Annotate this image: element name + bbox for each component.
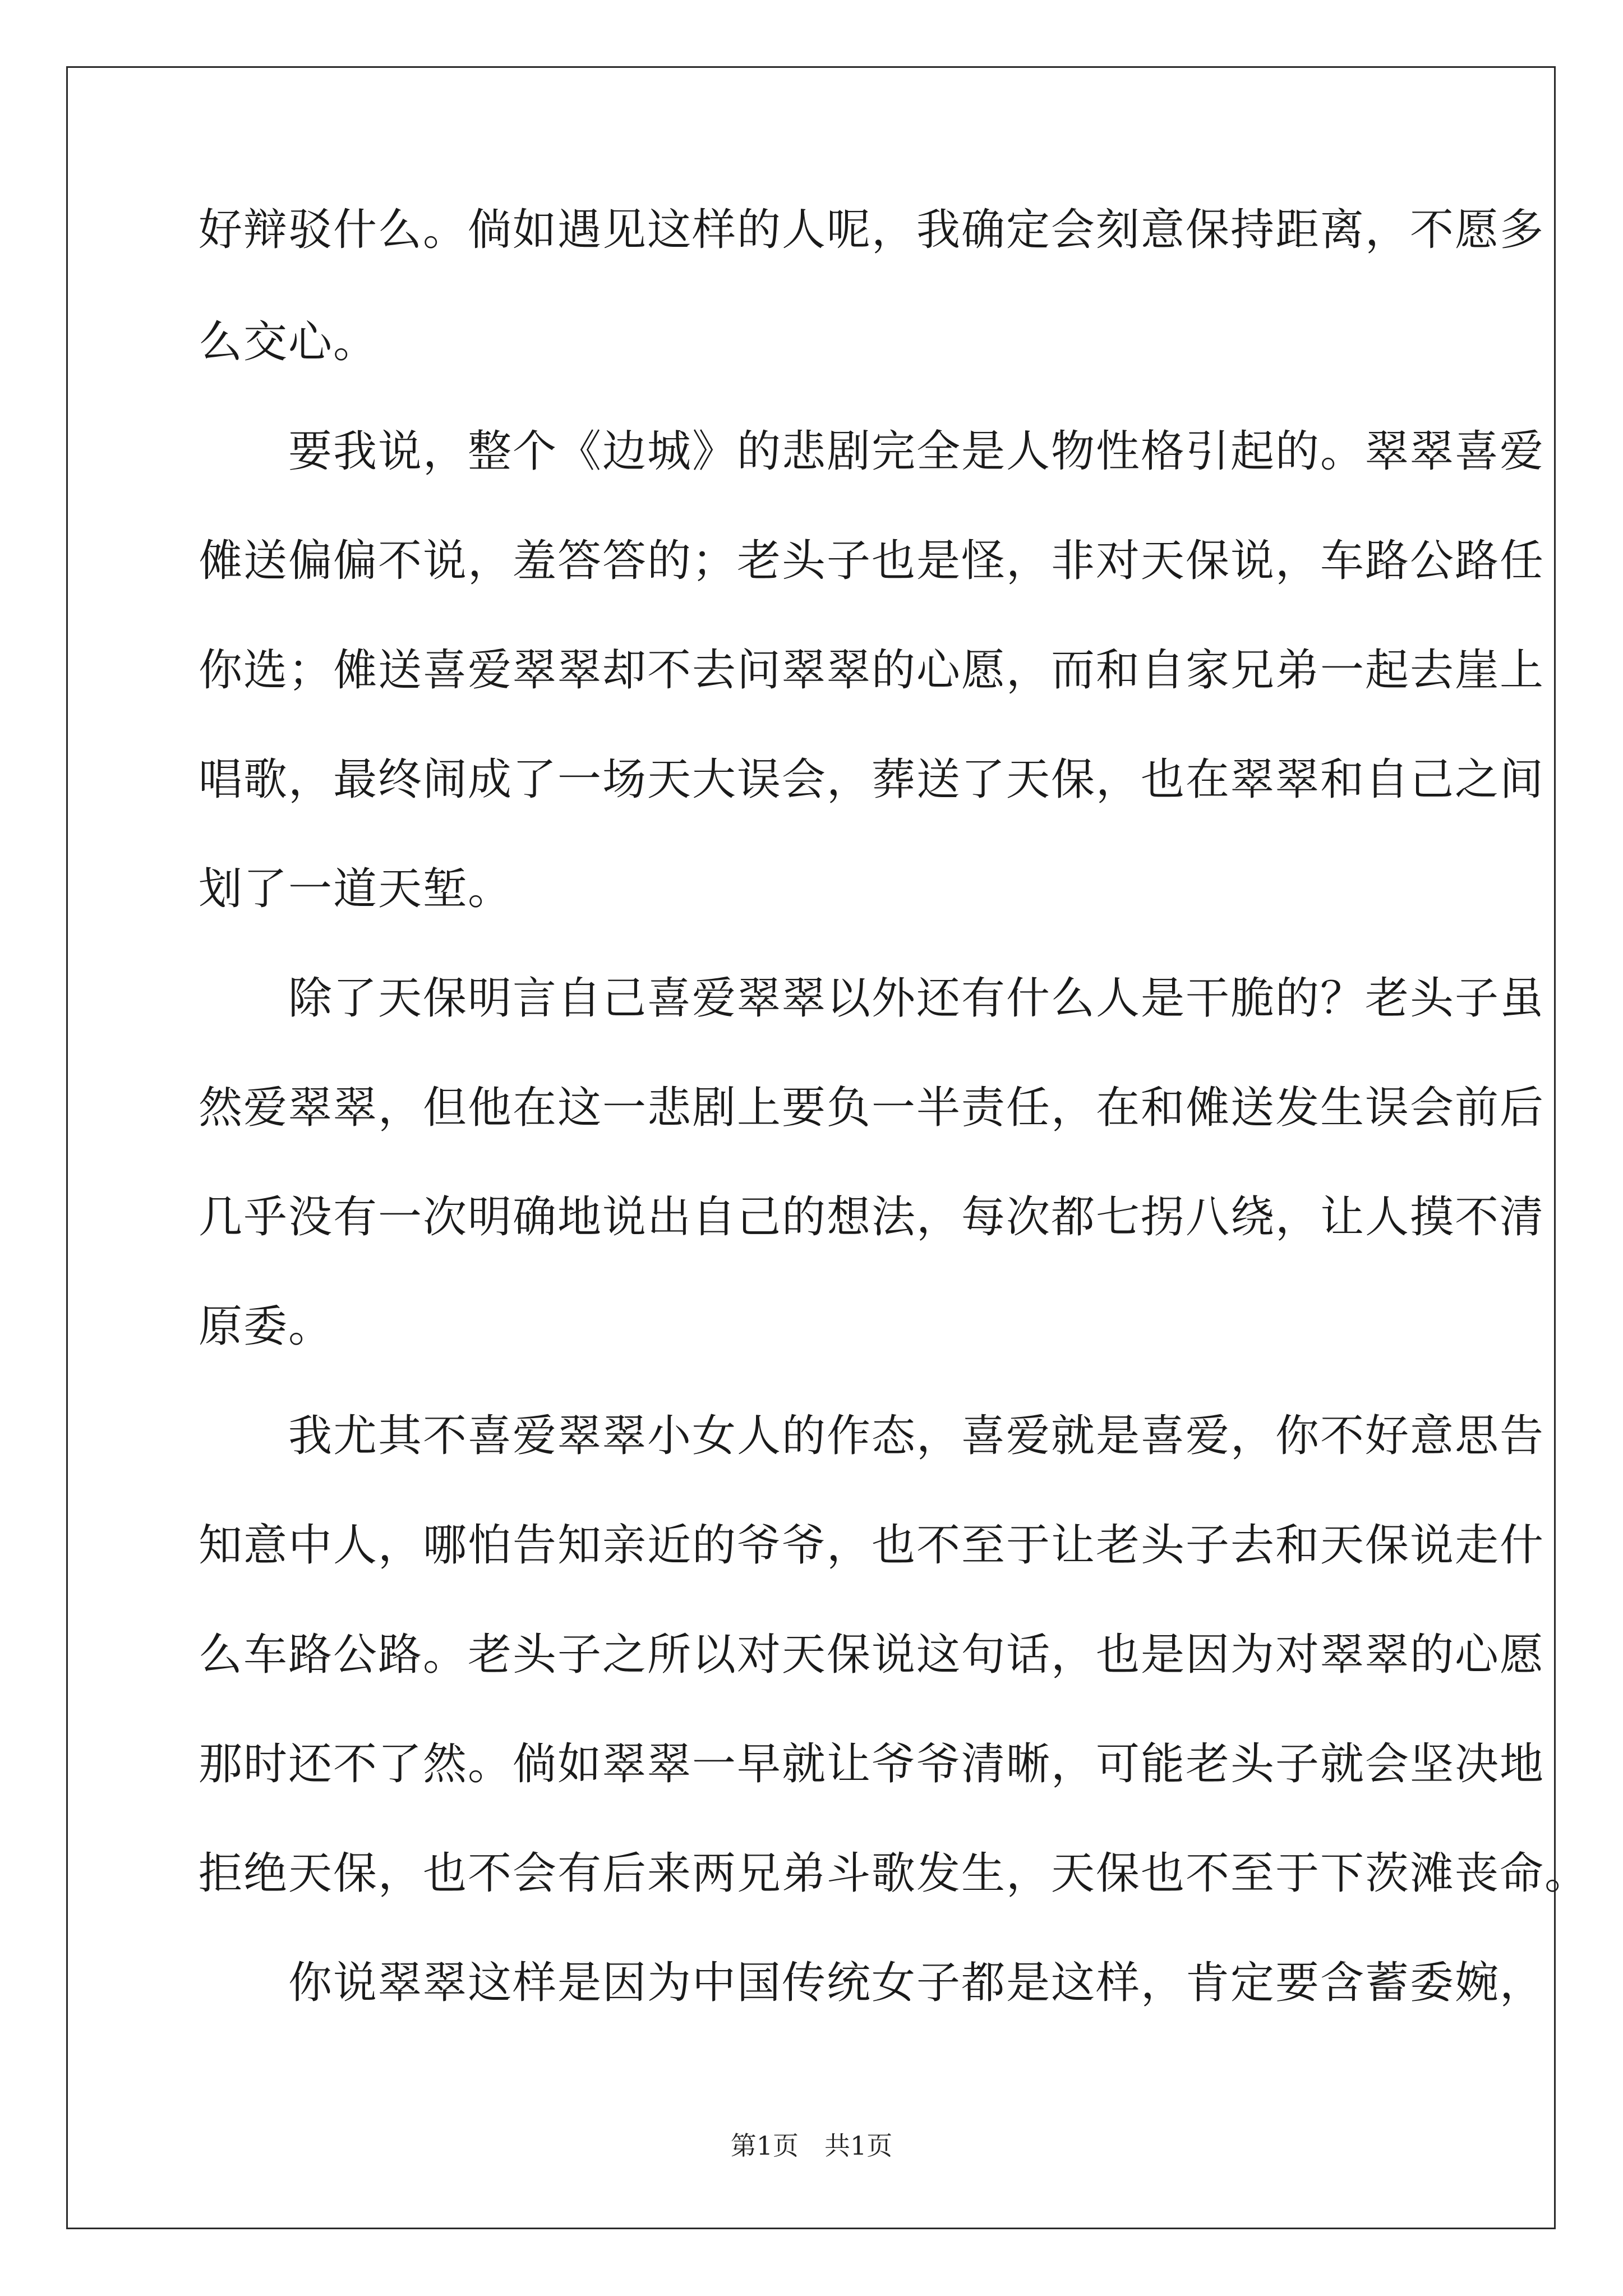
- page-footer: 第1页 共1页: [730, 2131, 893, 2161]
- text-line: 傩送偏偏不说，羞答答的；老头子也是怪，非对天保说，车路公路任: [199, 536, 1545, 586]
- text-line: 你选；傩送喜爱翠翠却不去问翠翠的心愿，而和自家兄弟一起去崖上: [199, 645, 1545, 696]
- text-line: 你说翠翠这样是因为中国传统女子都是这样，肯定要含蓄委婉，: [199, 1958, 1545, 2008]
- text-line: 唱歌，最终闹成了一场天大误会，葬送了天保，也在翠翠和自己之间: [199, 754, 1545, 805]
- text-line: 然爱翠翠，但他在这一悲剧上要负一半责任，在和傩送发生误会前后: [199, 1083, 1545, 1133]
- text-line: 知意中人，哪怕告知亲近的爷爷，也不至于让老头子去和天保说走什: [199, 1520, 1545, 1571]
- text-line: 要我说，整个《边城》的悲剧完全是人物性格引起的。翠翠喜爱: [199, 426, 1545, 477]
- text-line: 几乎没有一次明确地说出自己的想法，每次都七拐八绕，让人摸不清: [199, 1192, 1545, 1243]
- text-line: 划了一道天堑。: [199, 864, 513, 914]
- text-line: 除了天保明言自己喜爱翠翠以外还有什么人是干脆的？老头子虽: [199, 973, 1545, 1024]
- text-line: 那时还不了然。倘如翠翠一早就让爷爷清晰，可能老头子就会坚决地: [199, 1739, 1545, 1789]
- text-line: 好辩驳什么。倘如遇见这样的人呢，我确定会刻意保持距离，不愿多: [199, 205, 1545, 255]
- text-line: 么交心。: [199, 317, 379, 367]
- text-line: 我尤其不喜爱翠翠小女人的作态，喜爱就是喜爱，你不好意思告: [199, 1411, 1545, 1461]
- text-line: 么车路公路。老头子之所以对天保说这句话，也是因为对翠翠的心愿: [199, 1630, 1545, 1680]
- text-line: 拒绝天保，也不会有后来两兄弟斗歌发生，天保也不至于下茨滩丧命。: [199, 1848, 1590, 1899]
- text-line: 原委。: [199, 1301, 334, 1352]
